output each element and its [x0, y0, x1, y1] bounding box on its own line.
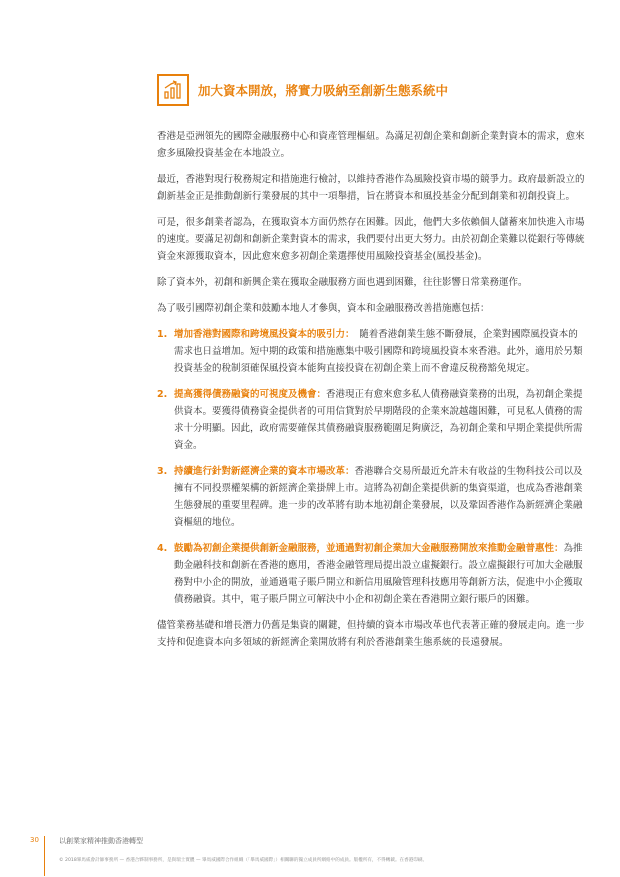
paragraph-capital-difficulty: 可是，很多創業者認為，在獲取資本方面仍然存在困難。因此，他們大多依賴個人儲蓄來加快進入市場的速度。要滿足初創和創新企業對資本的需求，我們要付出更大努力。由於初創企業難以從銀行等傳統資金來源獲取資本，因此愈來愈多初創企業選擇使用風險投資基金(風投基金)。	[157, 217, 585, 262]
list-item	[157, 326, 585, 377]
list-item-number: 3.	[157, 466, 168, 477]
paragraph-financial-services: 除了資本外，初創和新興企業在獲取金融服務方面也遇到困難，往往影響日常業務運作。	[157, 277, 528, 288]
page-number: 30	[30, 836, 39, 844]
body-content	[157, 128, 585, 660]
list-item-text: 香港現正有愈來愈多私人債務融資業務的出現，為初創企業提供資本。要獲得債務資金提供者的可用信貸對於早期階段的企業來說越趨困難，可見私人債務的需求十分明顯。因此，政府需要確保其債務融資服務範圍足夠廣泛，為初創企業和早期企業提供所需資金。	[174, 389, 583, 451]
list-item-heading: 鼓勵為初創企業提供創新金融服務，並通過對初創企業加大金融服務開放來推動金融普惠性：	[174, 543, 564, 554]
section-title: 加大資本開放，將實力吸納至創新生態系統中	[198, 83, 449, 98]
list-item	[157, 463, 585, 531]
list-item-number: 1.	[157, 329, 168, 340]
bar-chart-icon	[157, 74, 189, 106]
list-item-number: 2.	[157, 389, 168, 400]
list-item-heading: 提高獲得債務融資的可視度及機會：	[174, 389, 327, 400]
list-item-text: 為推動金融科技和創新在香港的應用，香港金融管理局提出設立虛擬銀行。設立虛擬銀行可加大金融服務對中小企的開放，並通過電子賬戶開立和新信用風險管理科技應用等創新方法，促進中小企獲取債務融資。其中，電子賬戶開立可解決中小企和初創企業在香港開立銀行賬戶的困難。	[174, 543, 583, 605]
copyright-notice: © 2018畢馬威會計師事務所 — 香港合夥制事務所，是與瑞士實體 — 畢馬威國際合作組織（「畢馬威國際」）相關聯的獨立成員所網絡中的成員。版權所有，不得轉載。在香港印刷。	[59, 858, 428, 863]
list-item-heading: 持續進行針對新經濟企業的資本市場改革：	[174, 466, 355, 477]
list-item-text: 隨着香港創業生態不斷發展，企業對國際風投資本的需求也日益增加。短中期的政策和措施應集中吸引國際和跨境風投資本來香港。此外，適用於另類投資基金的稅制須確保風投資本能夠直接投資在初創企業上而不會違反稅務豁免規定。	[174, 329, 583, 374]
footer-divider	[44, 836, 45, 876]
list-item-heading: 增加香港對國際和跨境風投資本的吸引力：	[174, 329, 350, 340]
paragraph-intro: 香港是亞洲領先的國際金融服務中心和資產管理樞紐。為滿足初創企業和創新企業對資本的需求，愈來愈多風險投資基金在本地設立。	[157, 131, 585, 159]
page-footer	[30, 836, 590, 876]
list-item	[157, 386, 585, 454]
paragraph-closing: 儘管業務基礎和增長潛力仍舊是集資的關鍵，但持續的資本市場改革也代表著正確的發展走向。進一步支持和促進資本向多領域的新經濟企業開放將有利於香港創業生態系統的長遠發展。	[157, 620, 585, 648]
paragraph-tax-review: 最近，香港對現行稅務規定和措施進行檢討，以維持香港作為風險投資市場的競爭力。政府最新設立的創新基金正是推動創新行業發展的其中一項舉措，旨在將資本和風投基金分配到創業和初創投資上。	[157, 174, 585, 202]
measures-list	[157, 326, 585, 608]
list-item-text: 香港聯合交易所最近允許未有收益的生物科技公司以及擁有不同投票權架構的新經濟企業掛牌上市。這將為初創企業提供新的集資渠道，也成為香港創業生態發展的重要里程碑。進一步的改革將有助本地初創企業發展，以及鞏固香港作為新經濟企業融資樞紐的地位。	[174, 466, 583, 528]
footer-title: 以創業家精神推動香港轉型	[59, 837, 143, 845]
paragraph-measures-intro: 為了吸引國際初創企業和鼓勵本地人才參與，資本和金融服務改善措施應包括：	[157, 303, 490, 314]
section-header	[157, 74, 448, 106]
list-item	[157, 540, 585, 608]
list-item-number: 4.	[157, 543, 168, 554]
